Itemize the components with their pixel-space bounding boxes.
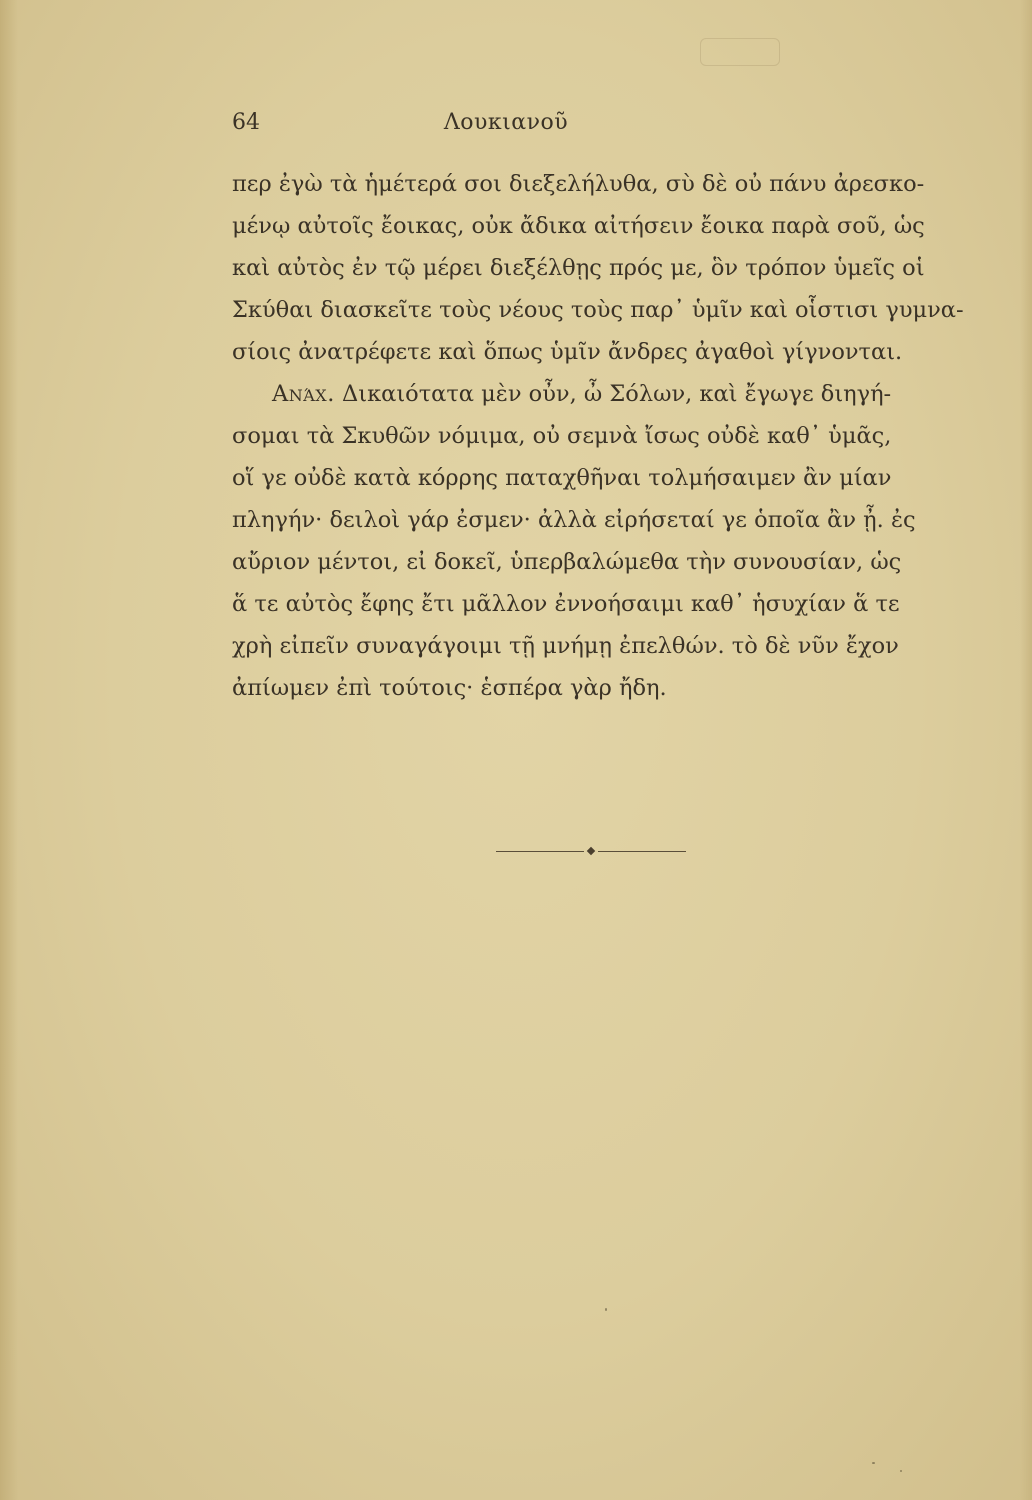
end-ornament [496,846,686,858]
text-line: περ ἐγὼ τὰ ἡμέτερά σοι διεξελήλυθα, σὺ δὲ οὐ πάνυ ἀρεσκο- [232,171,925,197]
speaker-name: Ανάχ. [272,381,335,407]
paper-speck [872,1462,875,1464]
text-line: ἀπίωμεν ἐπὶ τούτοις· ἑσπέρα γὰρ ἤδη. [232,675,667,701]
faded-stamp-mark [700,38,780,66]
text-line: αὔριον μέντοι, εἰ δοκεῖ, ὑπερβαλώμεθα τὴν συνουσίαν, ὡς [232,549,902,575]
ornament-rule-right [598,851,686,852]
main-text [232,163,964,709]
text-line: ἅ τε αὐτὸς ἔφης ἔτι μᾶλλον ἐννοήσαιμι καθ᾿ ἡσυχίαν ἅ τε [232,591,900,617]
speaker-line [232,373,892,415]
text-line: μένῳ αὐτοῖς ἔοικας, οὐκ ἄδικα αἰτήσειν ἔοικα παρὰ σοῦ, ὡς [232,213,925,239]
ornament-rule-left [496,851,584,852]
text-line: καὶ αὐτὸς ἐν τῷ μέρει διεξέλθῃς πρός με, ὃν τρόπον ὑμεῖς οἱ [232,255,925,281]
running-head [232,110,780,140]
text-line: Σκύθαι διασκεῖτε τοὺς νέους τοὺς παρ᾿ ὑμῖν καὶ οἷστισι γυμνα- [232,297,964,323]
speaker-text: Δικαιότατα μὲν οὖν, ὦ Σόλων, καὶ ἔγωγε διηγή- [342,381,892,407]
paper-speck [605,1308,607,1311]
ornament-dot [587,847,595,855]
right-page-edge-shadow [1020,0,1032,1500]
running-title: Λουκιανοῦ [443,110,569,135]
paper-speck [900,1470,902,1472]
page-number: 64 [232,110,260,135]
left-page-edge-shadow [0,0,18,1500]
text-line: οἵ γε οὐδὲ κατὰ κόρρης παταχθῆναι τολμήσαιμεν ἂν μίαν [232,465,892,491]
text-line: σίοις ἀνατρέφετε καὶ ὅπως ὑμῖν ἄνδρες ἀγαθοὶ γίγνονται. [232,339,903,365]
text-line: σομαι τὰ Σκυθῶν νόμιμα, οὐ σεμνὰ ἴσως οὐδὲ καθ᾿ ὑμᾶς, [232,423,892,449]
text-line: χρὴ εἰπεῖν συναγάγοιμι τῇ μνήμῃ ἐπελθών. τὸ δὲ νῦν ἔχον [232,633,899,659]
text-line: πληγήν· δειλοὶ γάρ ἐσμεν· ἀλλὰ εἰρήσεταί γε ὁποῖα ἂν ᾖ. ἐς [232,507,916,533]
